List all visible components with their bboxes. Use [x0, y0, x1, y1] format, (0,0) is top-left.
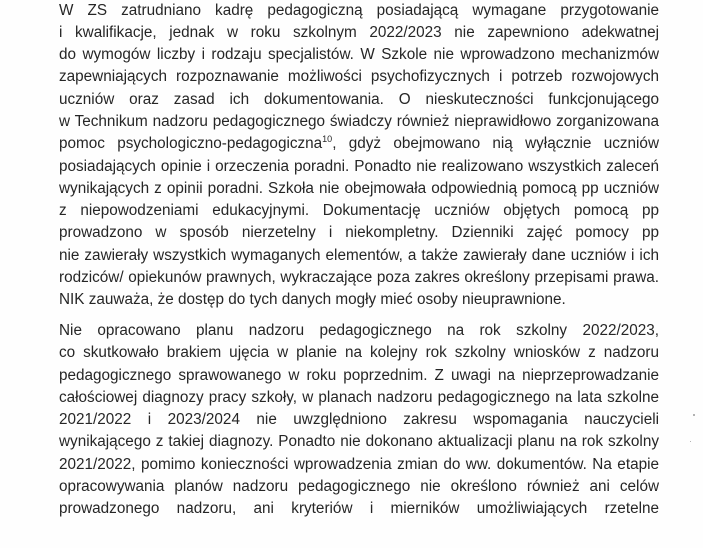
text-line: co skutkowało brakiem ujęcia w planie na kolejny rok szkolny wniosków z nadzoru	[59, 344, 659, 362]
text-line: w Technikum nadzoru pedagogicznego świadczy również nieprawidłowo zorganizowana	[59, 112, 659, 130]
text-line: zapewniających rozpoznawanie możliwości psychofizycznych i potrzeb rozwojowych	[59, 68, 659, 86]
text-line: NIK zauważa, że dostęp do tych danych mogły mieć osoby nieuprawnione.	[59, 291, 566, 309]
text-line: 2021/2022, pomimo konieczności wprowadzenia zmian do ww. dokumentów. Na etapie	[59, 455, 659, 473]
text-line: pedagogicznego sprawowanego w roku poprzednim. Z uwagi na nieprzeprowadzanie	[59, 366, 659, 384]
scan-speck	[693, 414, 695, 416]
text-segment: pomoc psychologiczno-pedagogiczna	[59, 135, 323, 153]
text-line: do wymogów liczby i rodzaju specjalistów. W Szkole nie wprowadzono mechanizmów	[59, 46, 659, 64]
text-segment: , gdyż obejmowano nią wyłącznie uczniów	[332, 135, 659, 153]
text-line: opracowywania planów nadzoru pedagogicznego nie określono również ani celów	[59, 478, 659, 496]
text-line: W ZS zatrudniano kadrę pedagogiczną posiadającą wymagane przygotowanie	[59, 1, 659, 19]
text-line: całościowej diagnozy pracy szkoły, w planach nadzoru pedagogicznego na lata szkolne	[59, 388, 659, 406]
text-line: Nie opracowano planu nadzoru pedagogicznego na rok szkolny 2022/2023,	[59, 322, 659, 339]
text-line: 2021/2022 i 2023/2024 nie uwzględniono zakresu wspomagania nauczycieli	[59, 411, 659, 429]
text-line: z niepowodzeniami edukacyjnymi. Dokumentację uczniów objętych pomocą pp	[59, 202, 659, 220]
text-line-with-footnote	[59, 133, 659, 155]
paragraph-1	[59, 0, 659, 312]
text-line: rodziców/ opiekunów prawnych, wykraczające poza zakres określony przepisami prawa.	[59, 269, 659, 287]
scan-speck	[690, 441, 691, 442]
text-line: wynikających z opinii poradni. Szkoła nie obejmowała odpowiednią pomocą pp uczniów	[59, 179, 659, 197]
text-line: nie zawierały wszystkich wymaganych elementów, a także zawierały dane uczniów i ich	[59, 246, 659, 264]
text-line: posiadających opinie i orzeczenia poradni. Ponadto nie realizowano wszystkich zaleceń	[59, 157, 659, 175]
text-line: i kwalifikacje, jednak w roku szkolnym 2022/2023 nie zapewniono adekwatnej	[59, 23, 659, 41]
text-line: prowadzono w sposób nierzetelny i niekompletny. Dzienniki zajęć pomocy pp	[59, 224, 659, 242]
text-line: prowadzonego nadzoru, ani kryteriów i mierników umożliwiających rzetelne	[59, 500, 659, 518]
footnote-reference[interactable]: 10	[322, 134, 333, 145]
text-line: uczniów oraz zasad ich dokumentowania. O nieskuteczności funkcjonującego	[59, 90, 659, 108]
paragraph-2	[59, 320, 659, 521]
text-line: wynikającego z takiej diagnozy. Ponadto nie dokonano aktualizacji planu na rok szkolny	[59, 433, 659, 451]
